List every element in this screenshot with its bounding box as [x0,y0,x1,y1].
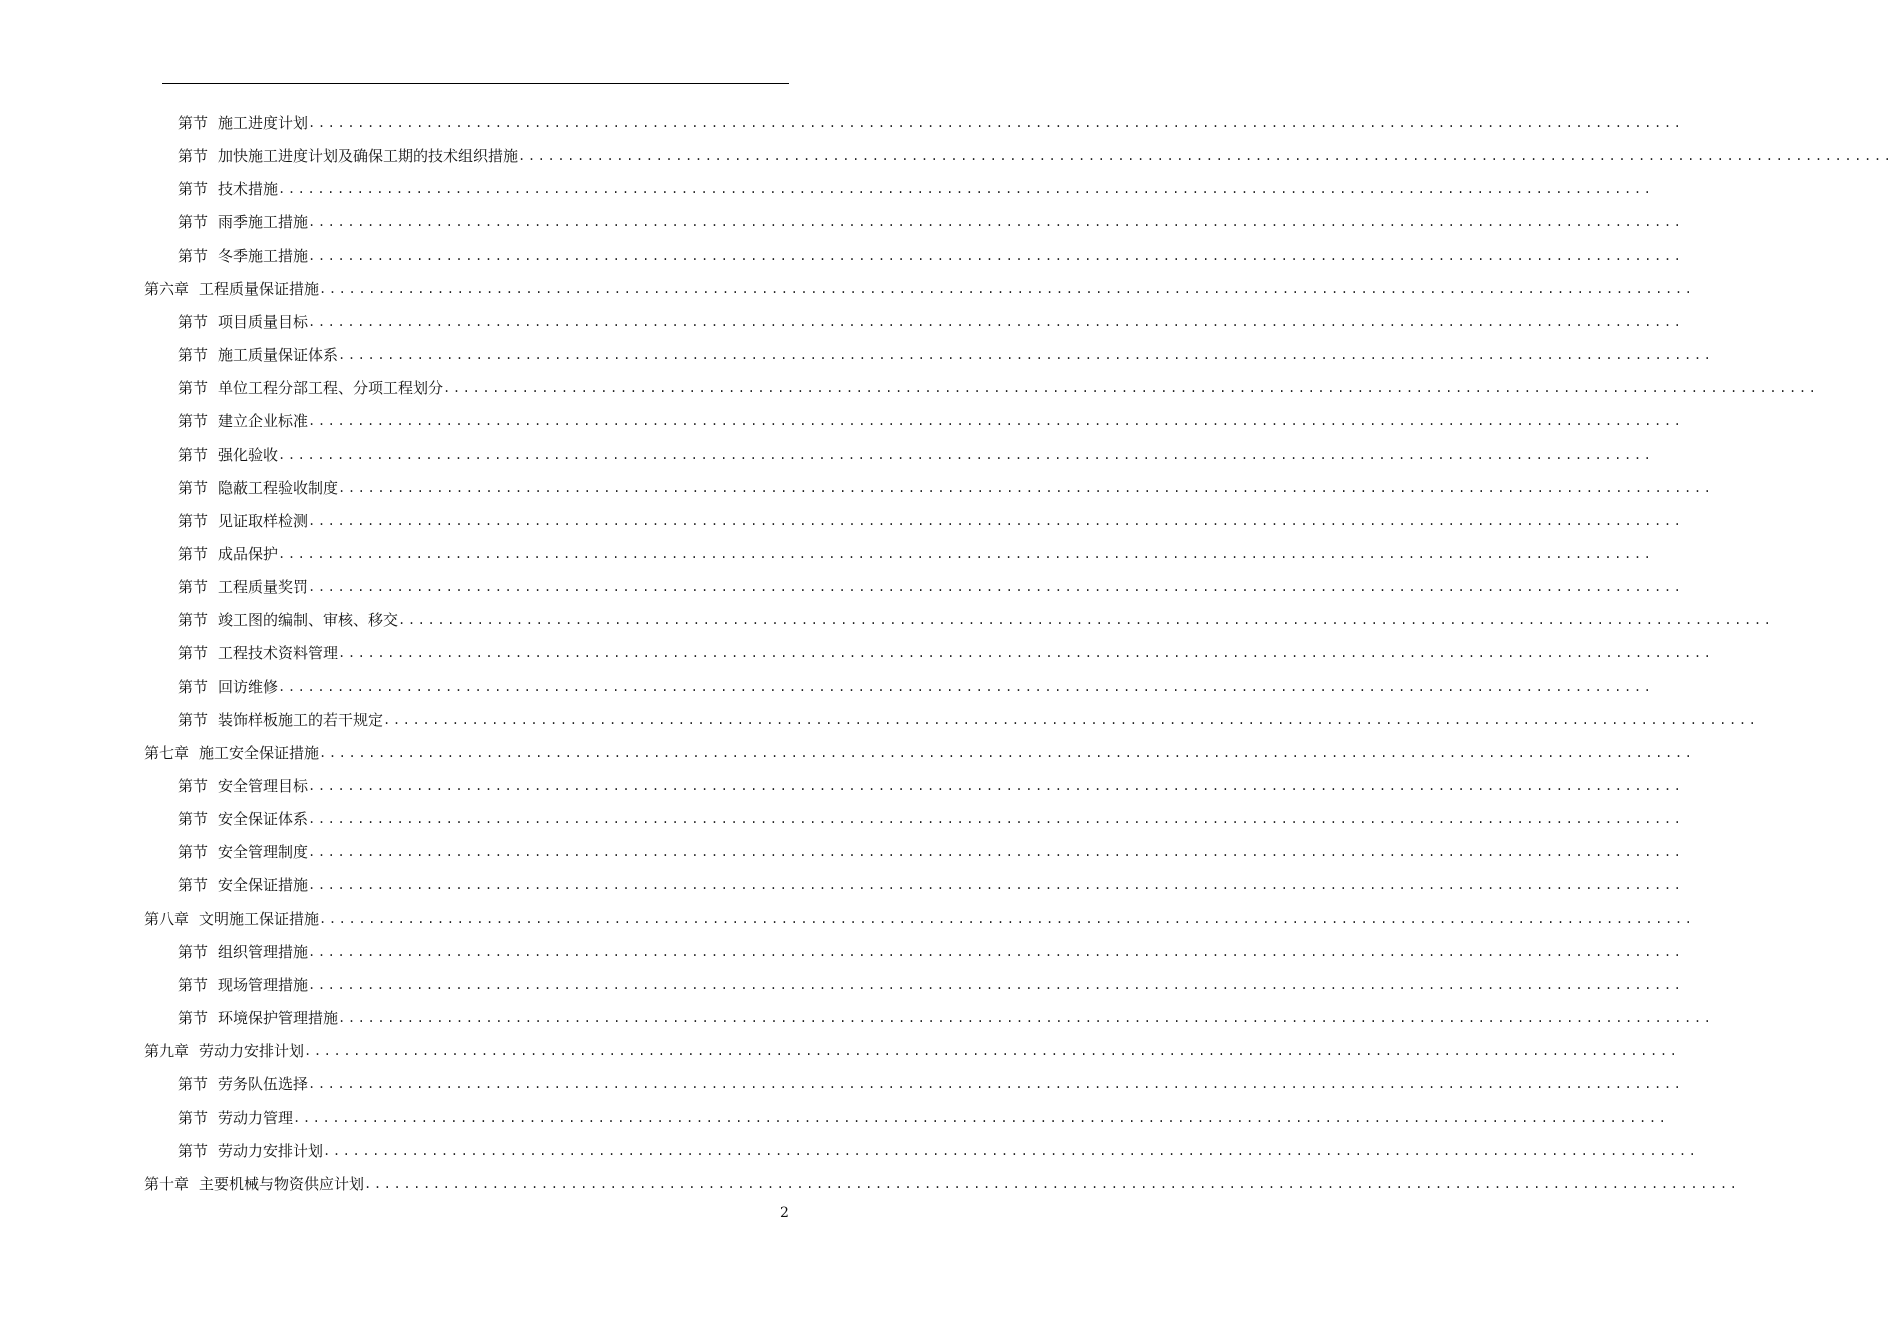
toc-dot-leader: ............................................................................................................................................ [308,779,1684,793]
toc-entry-number: 第节 [178,611,209,630]
toc-entry-number: 第节 [178,114,209,132]
toc-entry-number: 第节 [178,511,209,530]
toc-dot-leader: ............................................................................................................................................ [338,1011,1714,1026]
toc-dot-leader: ............................................................................................................................................ [308,215,1684,230]
toc-entry-number: 第六章 [144,279,190,298]
toc-dot-leader: ............................................................................................................................................ [278,182,1654,197]
toc-dot-leader: ............................................................................................................................................ [308,1077,1684,1092]
toc-section-entry[interactable] [178,1003,1714,1033]
toc-entry-title: 安全保证体系 [218,810,309,829]
toc-entry-number: 第节 [178,312,209,331]
toc-entry-number: 第节 [178,213,209,232]
toc-dot-leader: ............................................................................................................................................ [383,712,1759,727]
toc-entry-number: 第九章 [144,1042,190,1061]
toc-entry-title: 雨季施工措施 [218,213,309,232]
toc-dot-leader: ............................................................................................................................................ [308,812,1684,827]
toc-entry-title: 环境保护管理措施 [218,1009,339,1028]
toc-entry-title: 工程质量保证措施 [199,279,320,298]
toc-entry-title: 安全保证措施 [218,876,309,895]
toc-entry-title: 项目质量目标 [218,312,309,331]
toc-dot-leader: ............................................................................................................................................ [338,646,1714,661]
toc-entry-number: 第节 [178,644,209,663]
toc-entry-title: 成品保护 [218,544,279,563]
header-rule [162,83,789,84]
toc-entry-number: 第节 [178,246,209,265]
toc-section-entry[interactable] [178,440,1654,470]
toc-section-entry[interactable] [178,771,1684,801]
toc-entry-title: 冬季施工措施 [218,246,309,265]
toc-entry-number: 第节 [178,379,209,398]
toc-chapter-entry[interactable] [144,1036,1680,1066]
toc-entry-title: 施工质量保证体系 [218,346,339,365]
toc-dot-leader: ............................................................................................................................................ [304,1044,1680,1059]
toc-entry-title: 现场管理措施 [218,975,309,994]
toc-entry-number: 第节 [178,810,209,829]
toc-dot-leader: ............................................................................................................................................ [308,248,1684,263]
toc-dot-leader: ............................................................................................................................................ [308,845,1684,860]
toc-section-entry[interactable] [178,970,1684,1000]
toc-section-entry[interactable] [178,108,1684,138]
toc-entry-title: 强化验收 [218,445,279,464]
toc-section-entry[interactable] [178,705,1759,735]
page-number: 2 [780,1205,789,1221]
toc-entry-title: 安全管理目标 [218,777,309,795]
toc-chapter-entry[interactable] [144,1169,1740,1199]
toc-dot-leader: ............................................................................................................................................ [308,977,1684,992]
toc-entry-number: 第节 [178,445,209,464]
toc-section-entry[interactable] [178,572,1684,602]
toc-dot-leader: ............................................................................................................................................ [338,348,1714,363]
toc-chapter-entry[interactable] [144,904,1695,934]
toc-section-entry[interactable] [178,870,1684,900]
toc-entry-title: 建立企业标准 [218,412,309,431]
toc-entry-number: 第节 [178,578,209,597]
toc-entry-title: 竣工图的编制、审核、移交 [218,611,399,630]
toc-entry-number: 第节 [178,1108,209,1127]
toc-entry-number: 第十章 [144,1174,190,1193]
toc-entry-number: 第节 [178,843,209,862]
toc-section-entry[interactable] [178,1103,1669,1133]
toc-section-entry[interactable] [178,1069,1684,1099]
toc-entry-title: 加快施工进度计划及确保工期的技术组织措施 [218,147,519,166]
toc-section-entry[interactable] [178,241,1684,271]
toc-entry-title: 见证取样检测 [218,511,309,530]
toc-entry-number: 第节 [178,975,209,994]
toc-dot-leader: ............................................................................................................................................ [319,281,1695,296]
toc-chapter-entry[interactable] [144,738,1695,768]
toc-section-entry[interactable] [178,174,1654,204]
toc-section-entry[interactable] [178,506,1684,536]
toc-dot-leader: ............................................................................................................................................ [319,745,1695,760]
toc-dot-leader: ............................................................................................................................................ [308,414,1684,429]
toc-entry-number: 第节 [178,1075,209,1094]
toc-entry-number: 第节 [178,1141,209,1160]
toc-entry-title: 施工安全保证措施 [199,743,320,762]
toc-entry-title: 组织管理措施 [218,942,309,961]
toc-entry-title: 施工进度计划 [218,114,309,132]
toc-entry-number: 第八章 [144,909,190,928]
toc-entry-title: 单位工程分部工程、分项工程划分 [218,379,444,398]
toc-entry-number: 第七章 [144,743,190,762]
toc-entry-title: 安全管理制度 [218,843,309,862]
toc-entry-title: 主要机械与物资供应计划 [199,1174,365,1193]
toc-dot-leader: ............................................................................................................................................ [278,447,1654,462]
toc-section-entry[interactable] [178,141,1893,171]
toc-section-entry[interactable] [178,837,1684,867]
toc-entry-title: 文明施工保证措施 [199,909,320,928]
toc-section-entry[interactable] [178,207,1684,237]
toc-entry-title: 回访维修 [218,677,279,696]
toc-entry-number: 第节 [178,942,209,961]
toc-dot-leader: ............................................................................................................................................ [518,149,1893,164]
toc-entry-number: 第节 [178,677,209,696]
toc-entry-number: 第节 [178,777,209,795]
toc-entry-title: 隐蔽工程验收制度 [218,478,339,497]
toc-dot-leader: ............................................................................................................................................ [308,580,1684,595]
toc-dot-leader: ............................................................................................................................................ [278,546,1654,561]
toc-section-entry[interactable] [178,406,1684,436]
toc-entry-number: 第节 [178,710,209,729]
toc-entry-number: 第节 [178,876,209,895]
toc-entry-title: 工程质量奖罚 [218,578,309,597]
toc-section-entry[interactable] [178,804,1684,834]
toc-dot-leader: ............................................................................................................................................ [398,613,1774,628]
toc-dot-leader: ............................................................................................................................................ [308,116,1684,130]
toc-dot-leader: ............................................................................................................................................ [308,944,1684,959]
toc-entry-number: 第节 [178,478,209,497]
toc-entry-title: 劳动力管理 [218,1108,294,1127]
toc-chapter-entry[interactable] [144,274,1695,304]
toc-entry-title: 技术措施 [218,180,279,199]
toc-section-entry[interactable] [178,373,1819,403]
toc-section-entry[interactable] [178,605,1774,635]
toc-dot-leader: ............................................................................................................................................ [308,314,1684,329]
toc-dot-leader: ............................................................................................................................................ [308,878,1684,893]
toc-dot-leader: ............................................................................................................................................ [338,480,1714,495]
toc-dot-leader: ............................................................................................................................................ [323,1143,1699,1158]
toc-section-entry[interactable] [178,473,1714,503]
toc-dot-leader: ............................................................................................................................................ [308,513,1684,528]
toc-entry-number: 第节 [178,147,209,166]
toc-dot-leader: ............................................................................................................................................ [319,911,1695,926]
toc-section-entry[interactable] [178,539,1654,569]
toc-entry-number: 第节 [178,1009,209,1028]
toc-entry-title: 装饰样板施工的若干规定 [218,710,384,729]
toc-section-entry[interactable] [178,307,1684,337]
toc-dot-leader: ............................................................................................................................................ [443,381,1819,396]
toc-section-entry[interactable] [178,937,1684,967]
toc-entry-title: 劳动力安排计划 [218,1141,324,1160]
toc-dot-leader: ............................................................................................................................................ [364,1176,1740,1191]
toc-dot-leader: ............................................................................................................................................ [278,679,1654,694]
toc-section-entry[interactable] [178,340,1714,370]
toc-entry-number: 第节 [178,412,209,431]
toc-entry-title: 工程技术资料管理 [218,644,339,663]
toc-entry-number: 第节 [178,180,209,199]
toc-entry-title: 劳务队伍选择 [218,1075,309,1094]
toc-entry-number: 第节 [178,346,209,365]
toc-section-entry[interactable] [178,672,1654,702]
toc-section-entry[interactable] [178,638,1714,668]
toc-section-entry[interactable] [178,1136,1699,1166]
toc-dot-leader: ............................................................................................................................................ [293,1110,1669,1125]
toc-entry-title: 劳动力安排计划 [199,1042,305,1061]
toc-entry-number: 第节 [178,544,209,563]
